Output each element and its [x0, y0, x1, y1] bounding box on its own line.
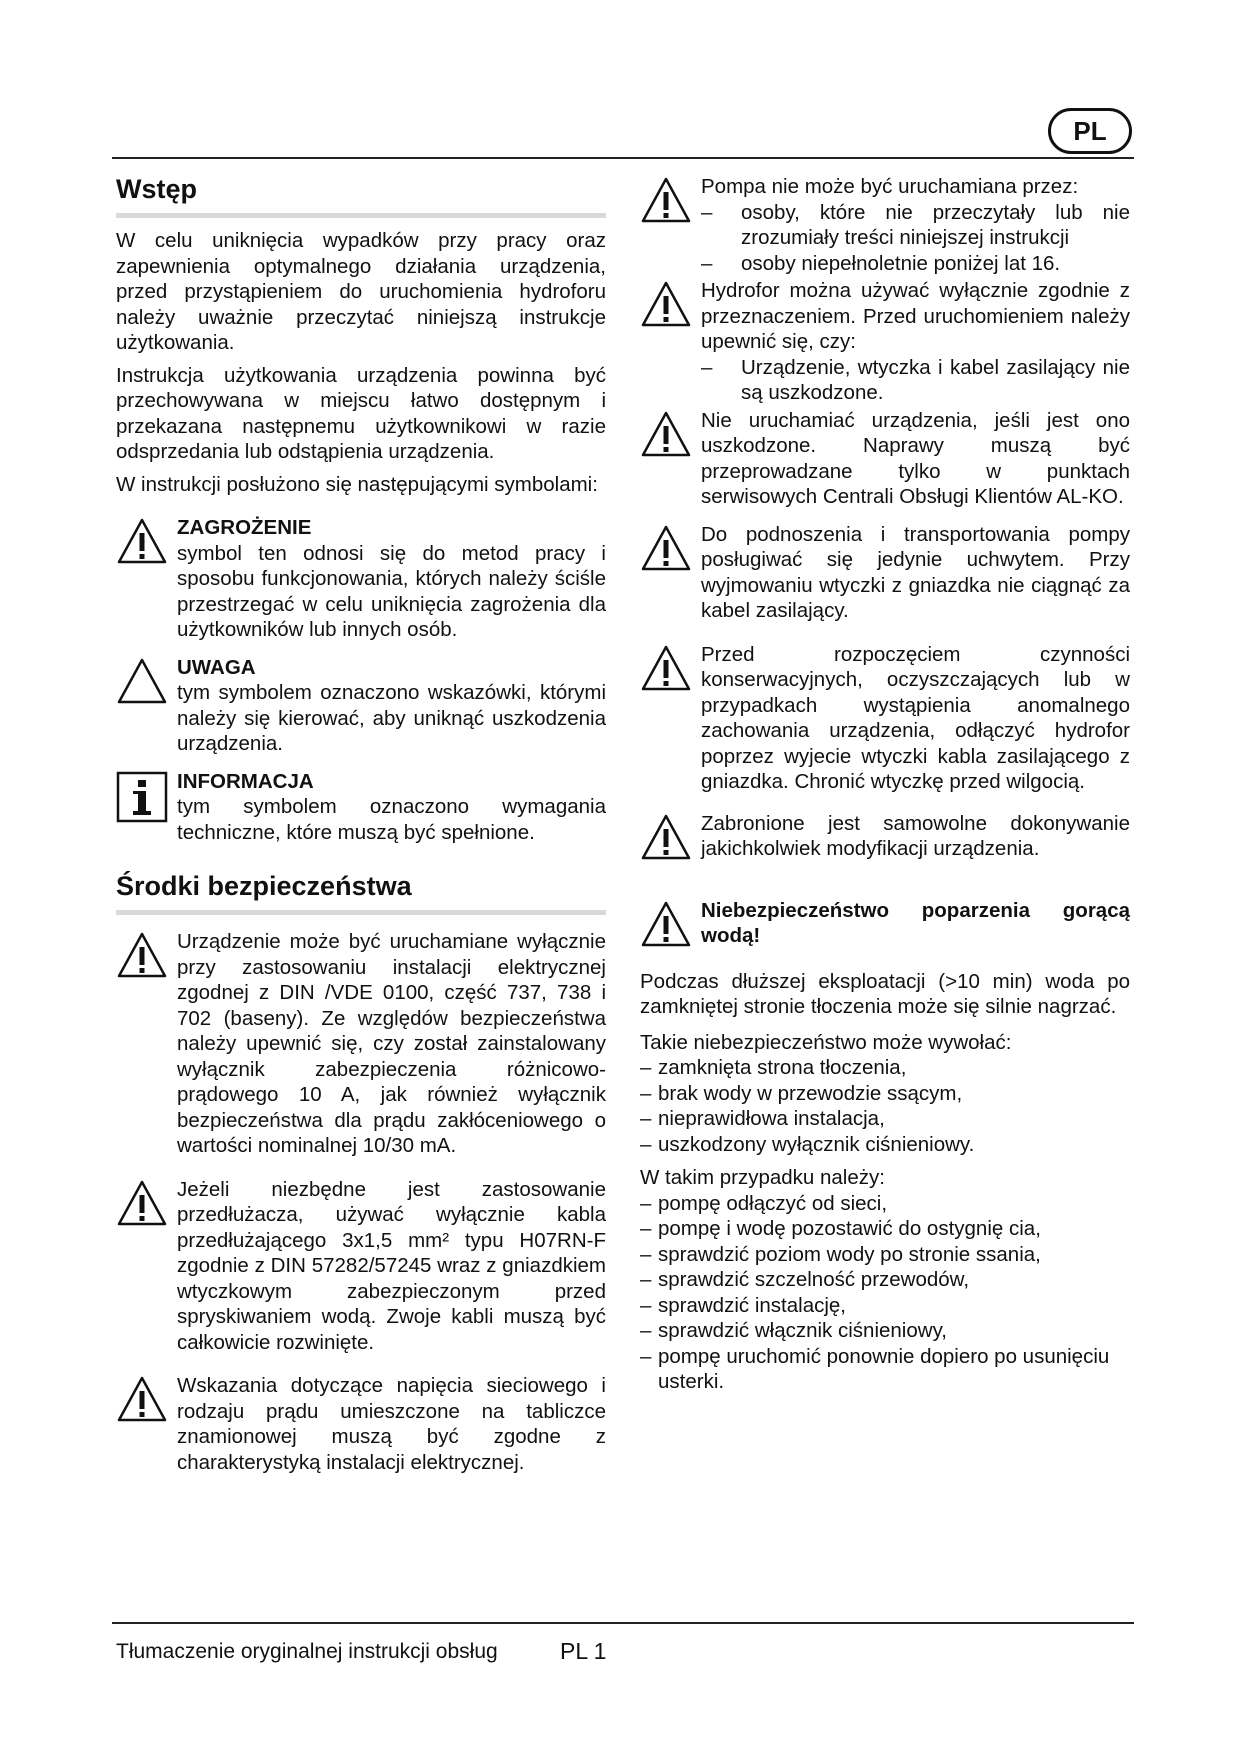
hot-causes-intro: Takie niebezpieczeństwo może wywołać: [640, 1030, 1012, 1054]
intro-paragraph-1: W celu uniknięcia wypadków przy pracy oraz zapewnienia optymalnego działania urządzenia, przed przystąpieniem do uruchomienia hydroforu należy uważnie przeczytać niniejszą instrukcje użytkowania. [116, 229, 606, 354]
warning-triangle-icon [640, 900, 692, 948]
list-item: – pompę odłączyć od sieci, [640, 1191, 888, 1215]
symbol-danger [116, 515, 606, 643]
symbol-caution [116, 655, 606, 757]
safety-item-2 [116, 1177, 606, 1356]
warning-4 [640, 522, 1130, 624]
list-item: – sprawdzić poziom wody po stronie ssania, [640, 1242, 1041, 1266]
warning-triangle-icon [640, 410, 692, 458]
warning-4-text: Do podnoszenia i transportowania pompy posługiwać się jedynie uchwytem. Przy wyjmowaniu wtyczki z gniazdka nie ciągnąć za kabel zasilający. [701, 522, 1130, 622]
hot-actions-intro: W takim przypadku należy: [640, 1166, 885, 1189]
hot-causes-list [640, 1055, 1130, 1157]
warning-1-text: Pompa nie może być uruchamiana przez: [701, 175, 1079, 198]
footer-text: Tłumaczenie oryginalnej instrukcji obsług [116, 1640, 498, 1663]
warning-triangle-icon [116, 1375, 168, 1423]
warning-hot-water [640, 898, 1130, 949]
warning-3-text: Nie uruchamiać urządzenia, jeśli jest ono uszkodzone. Naprawy muszą być przeprowadzane tylko w punktach serwisowych Centrali Obsługi Klientów AL-KO. [701, 408, 1130, 508]
safety-item-3 [116, 1373, 606, 1475]
symbol-caution-title: UWAGA [177, 655, 256, 679]
warning-triangle-icon [116, 1179, 168, 1227]
safety-heading: Środki bezpieczeństwa [116, 871, 606, 915]
list-item: – pompę uruchomić ponownie dopiero po usunięciu usterki. [640, 1344, 1110, 1393]
intro-heading: Wstęp [116, 174, 606, 218]
intro-paragraph-2: Instrukcja użytkowania urządzenia powinna być przechowywana w miejscu łatwo dostępnym i przekazana następnemu użytkownikowi w razie odsprzedania lub odstąpienia urządzenia. [116, 363, 606, 463]
warning-3 [640, 408, 1130, 510]
symbol-info-text: tym symbolem oznaczono wymagania techniczne, które muszą być spełnione. [177, 795, 606, 844]
symbol-danger-title: ZAGROŻENIE [177, 516, 312, 539]
left-column [116, 174, 606, 1487]
header-rule [112, 157, 1134, 159]
caution-triangle-icon [116, 657, 168, 705]
warning-2-text: Hydrofor można używać wyłącznie zgodnie z przeznaczeniem. Przed uruchomieniem należy upewnić się, czy: [701, 279, 1130, 353]
info-icon [116, 771, 168, 819]
warning-triangle-icon [640, 280, 692, 328]
list-item: – brak wody w przewodzie ssącym, [640, 1081, 963, 1105]
warning-5-text: Przed rozpoczęciem czynności konserwacyjnych, oczyszczających lub w przypadkach wystąpienia anomalnego zachowania urządzenia, odłączyć hydrofor poprzez wyjecie wtyczki kabla zasilającego z gniazdka. Chronić wtyczkę przed wilgocią. [701, 642, 1130, 793]
right-column [640, 174, 1130, 1403]
warning-triangle-icon [640, 524, 692, 572]
symbol-danger-text: symbol ten odnosi się do metod pracy i sposobu funkcjonowania, których należy ściśle przestrzegać w celu uniknięcia zagrożenia dla użytkowników lub innych osób. [177, 541, 606, 641]
warning-2-item-1: – Urządzenie, wtyczka i kabel zasilający nie są uszkodzone. [701, 355, 1130, 406]
symbol-caution-text: tym symbolem oznaczono wskazówki, którymi należy się kierować, aby uniknąć uszkodzenia urządzenia. [177, 681, 606, 755]
page-number: PL 1 [560, 1638, 607, 1664]
intro-paragraph-3: W instrukcji posłużono się następującymi symbolami: [116, 472, 598, 496]
list-item: – pompę i wodę pozostawić do ostygnię cia, [640, 1217, 1041, 1240]
list-item: – zamknięta strona tłoczenia, [640, 1056, 907, 1079]
warning-1-item-1: – osoby, które nie przeczytały lub nie zrozumiały treści niniejszej instrukcji [701, 200, 1130, 251]
list-item: – sprawdzić instalację, [640, 1293, 846, 1317]
warning-1-item-2: – osoby niepełnoletnie poniżej lat 16. [701, 251, 1130, 277]
warning-triangle-icon [640, 176, 692, 224]
warning-hot-water-title: Niebezpieczeństwo poparzenia gorącą wodą! [701, 898, 1130, 947]
warning-triangle-icon [640, 644, 692, 692]
safety-paragraph-3: Wskazania dotyczące napięcia sieciowego i rodzaju prądu umieszczone na tabliczce znamionowej muszą być zgodne z charakterystyką instalacji elektrycznej. [177, 1374, 606, 1474]
language-badge: PL [1048, 108, 1132, 154]
warning-6 [640, 811, 1130, 862]
warning-triangle-icon [116, 517, 168, 565]
warning-1 [640, 174, 1130, 276]
list-item: – sprawdzić szczelność przewodów, [640, 1268, 970, 1291]
warning-5 [640, 642, 1130, 795]
warning-6-text: Zabronione jest samowolne dokonywanie jakichkolwiek modyfikacji urządzenia. [701, 811, 1130, 860]
safety-paragraph-2: Jeżeli niezbędne jest zastosowanie przedłużacza, używać wyłącznie kabla przedłużającego 3x1,5 mm² typu H07RN-F zgodnie z DIN 57282/57245 wraz z gniazdkiem wtyczkowym zabezpieczonym przed spryskiwaniem wodą. Zwoje kabli muszą być całkowicie rozwinięte. [177, 1177, 606, 1354]
list-item: – nieprawidłowa instalacja, [640, 1107, 885, 1130]
warning-triangle-icon [640, 813, 692, 861]
hot-water-paragraph: Podczas dłuższej eksploatacji (>10 min) woda po zamkniętej stronie tłoczenia może się silnie nagrzać. [640, 969, 1130, 1018]
hot-actions-list [640, 1191, 1130, 1395]
safety-item-1 [116, 929, 606, 1159]
list-item: – sprawdzić włącznik ciśnieniowy, [640, 1319, 947, 1342]
safety-paragraph-1: Urządzenie może być uruchamiane wyłącznie przy zastosowaniu instalacji elektrycznej zgodnej z DIN /VDE 0100, część 737, 738 i 702 (baseny). Ze względów bezpieczeństwa należy upewnić się, czy został zainstalowany wyłącznik zabezpieczenia różnicowo-prądowego 10 A, jak również wyłącznik bezpieczeństwa dla prądu zakłóceniowego o wartości nominalnej 10/30 mA. [177, 930, 606, 1157]
symbol-info [116, 769, 606, 846]
footer-rule [112, 1622, 1134, 1624]
symbol-info-title: INFORMACJA [177, 769, 314, 793]
list-item: – uszkodzony wyłącznik ciśnieniowy. [640, 1132, 975, 1156]
warning-2 [640, 278, 1130, 406]
warning-triangle-icon [116, 931, 168, 979]
